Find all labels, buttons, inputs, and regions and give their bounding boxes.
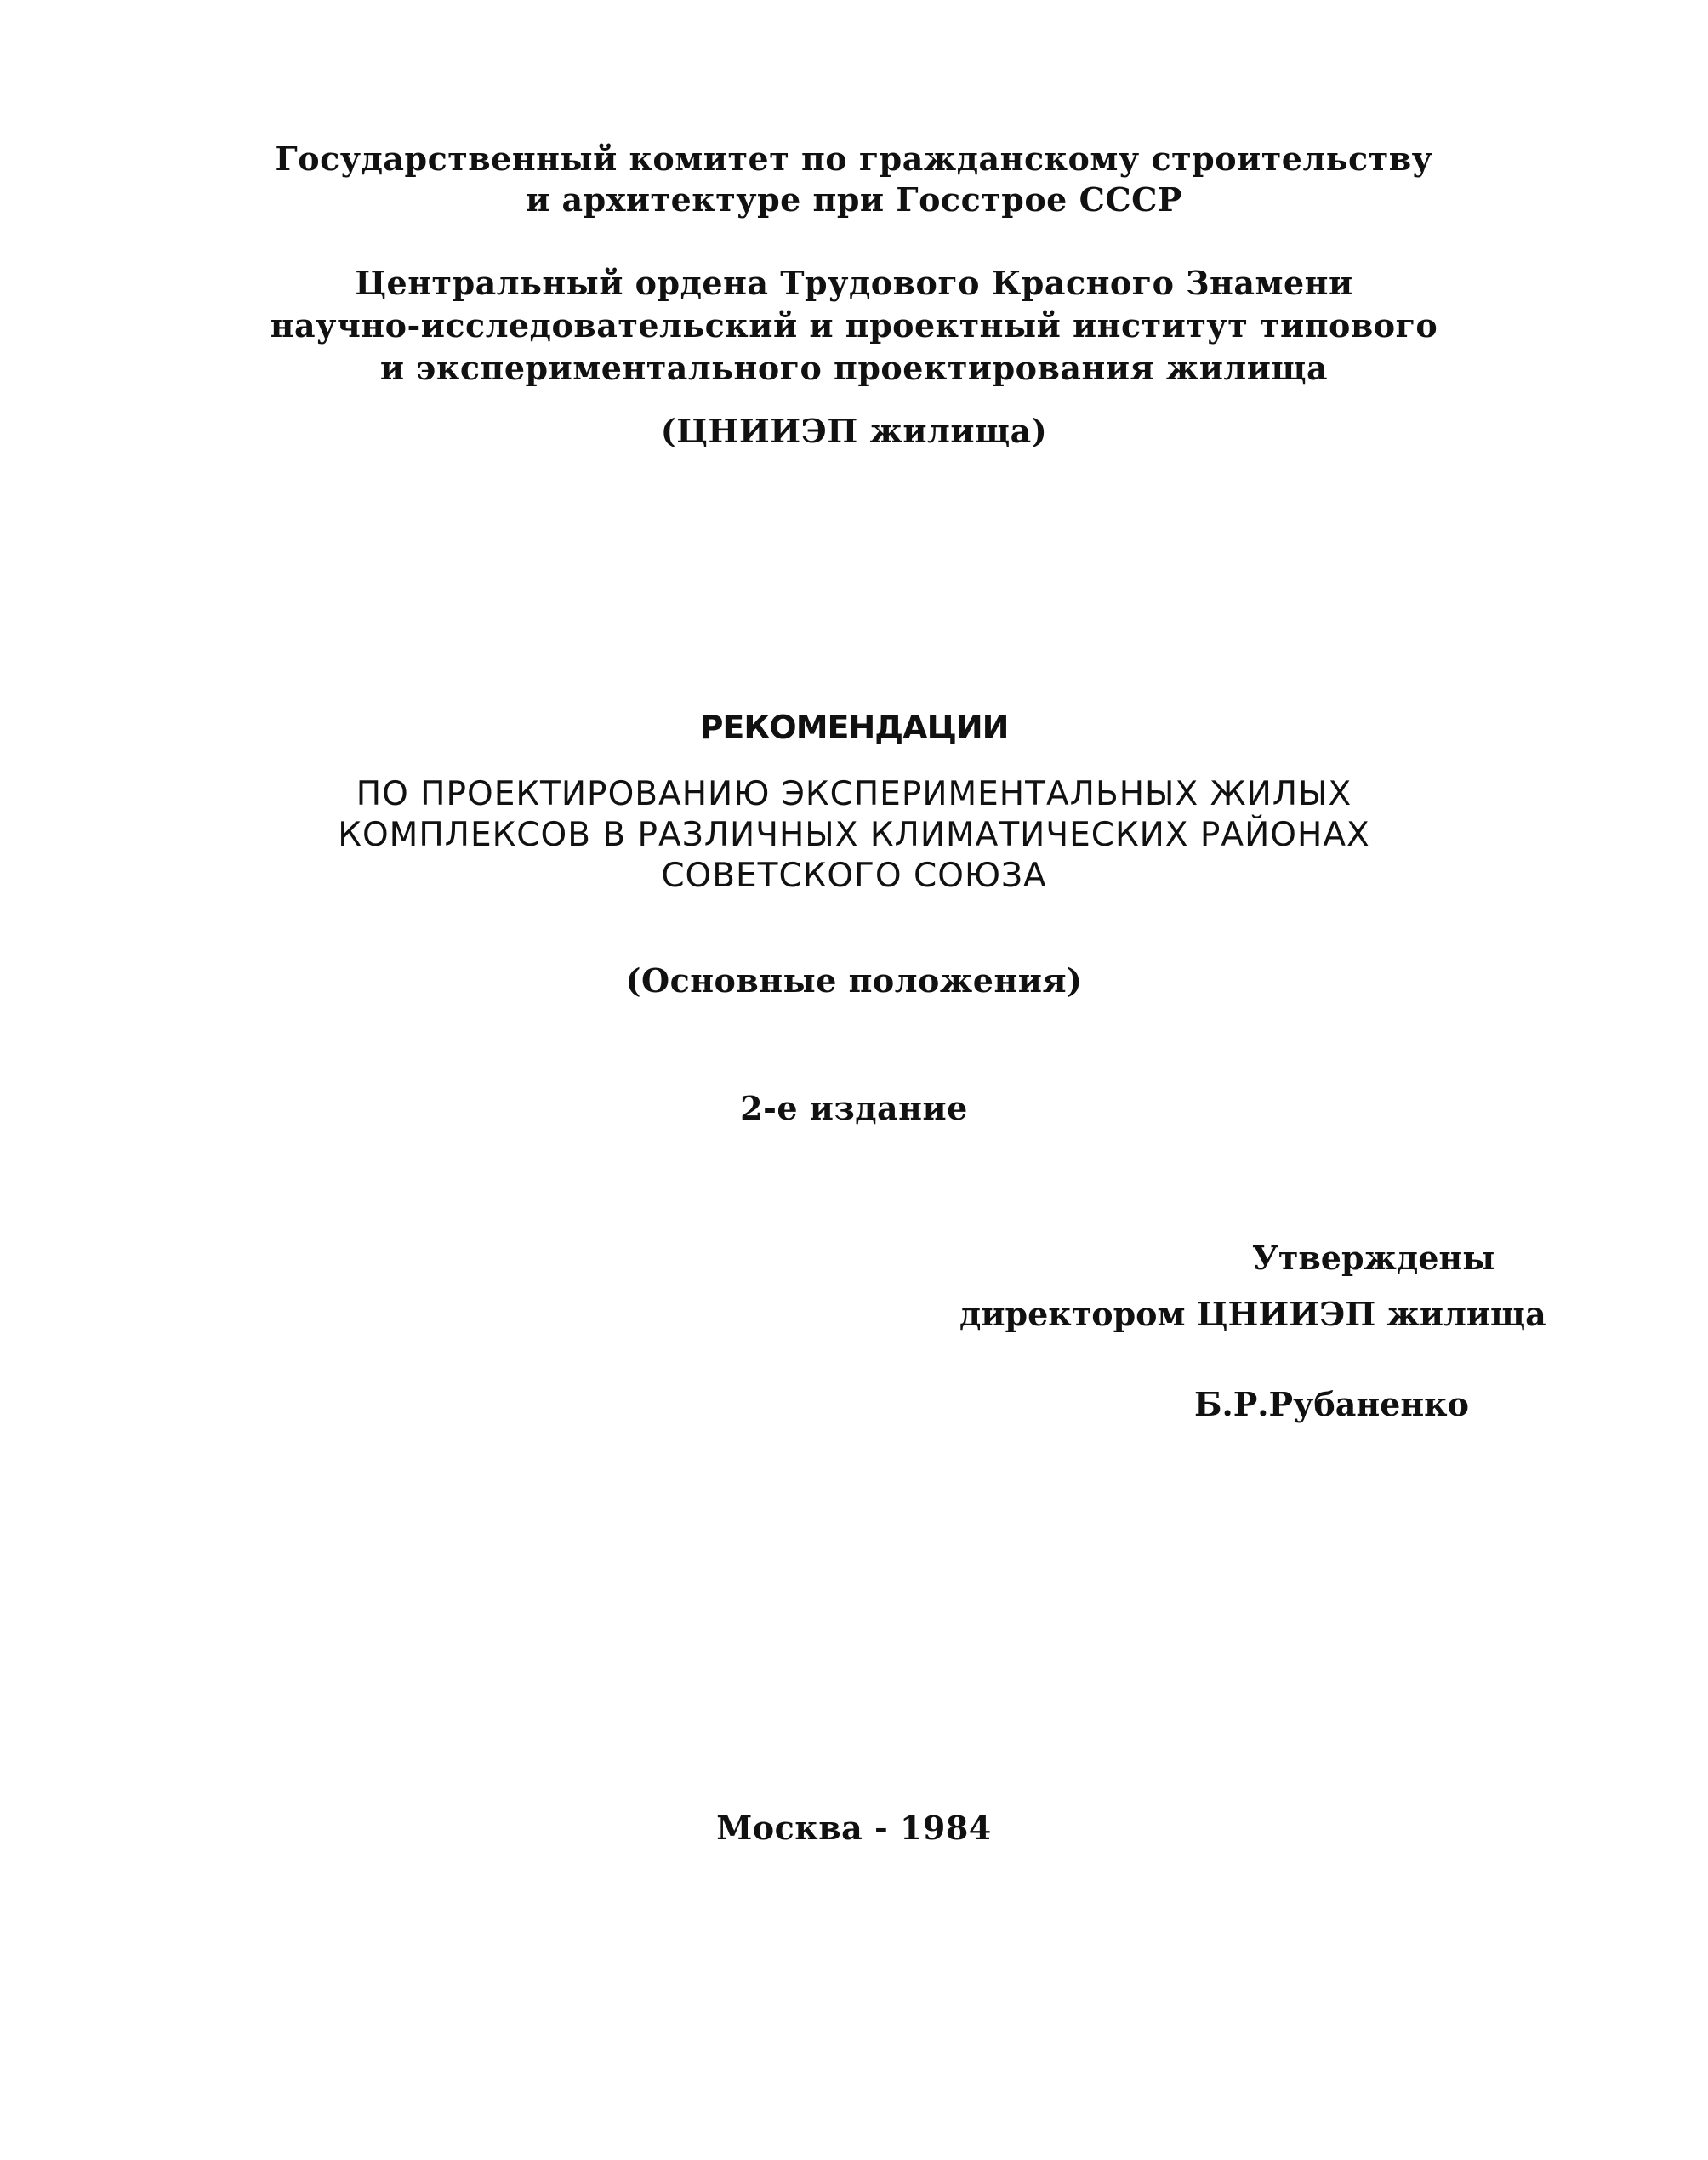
approval-label: Утверждены xyxy=(1252,1239,1495,1277)
institute-line-3: и экспериментального проектирования жилища xyxy=(379,349,1329,387)
edition: 2-е издание xyxy=(740,1089,968,1127)
committee-line-2: и архитектуре при Госстрое СССР xyxy=(526,180,1182,219)
subtitle-line-2: КОМПЛЕКСОВ В РАЗЛИЧНЫХ КЛИМАТИЧЕСКИХ РАЙОНАХ xyxy=(338,816,1370,854)
approval-name: Б.Р.Рубаненко xyxy=(1194,1385,1469,1423)
document-title: РЕКОМЕНДАЦИИ xyxy=(699,709,1009,746)
institute-line-1: Центральный ордена Трудового Красного Знамени xyxy=(355,264,1353,302)
document-note: (Основные положения) xyxy=(625,961,1083,1000)
subtitle-line-3: СОВЕТСКОГО СОЮЗА xyxy=(661,857,1047,895)
institute-line-2: научно-исследовательский и проектный институт типового xyxy=(270,306,1438,345)
imprint: Москва - 1984 xyxy=(716,1809,992,1847)
institute-abbreviation: (ЦНИИЭП жилища) xyxy=(660,412,1048,450)
committee-line-1: Государственный комитет по гражданскому строительству xyxy=(275,140,1433,178)
subtitle-line-1: ПО ПРОЕКТИРОВАНИЮ ЭКСПЕРИМЕНТАЛЬНЫХ ЖИЛЫХ xyxy=(356,775,1352,813)
approval-by: директором ЦНИИЭП жилища xyxy=(959,1295,1546,1333)
